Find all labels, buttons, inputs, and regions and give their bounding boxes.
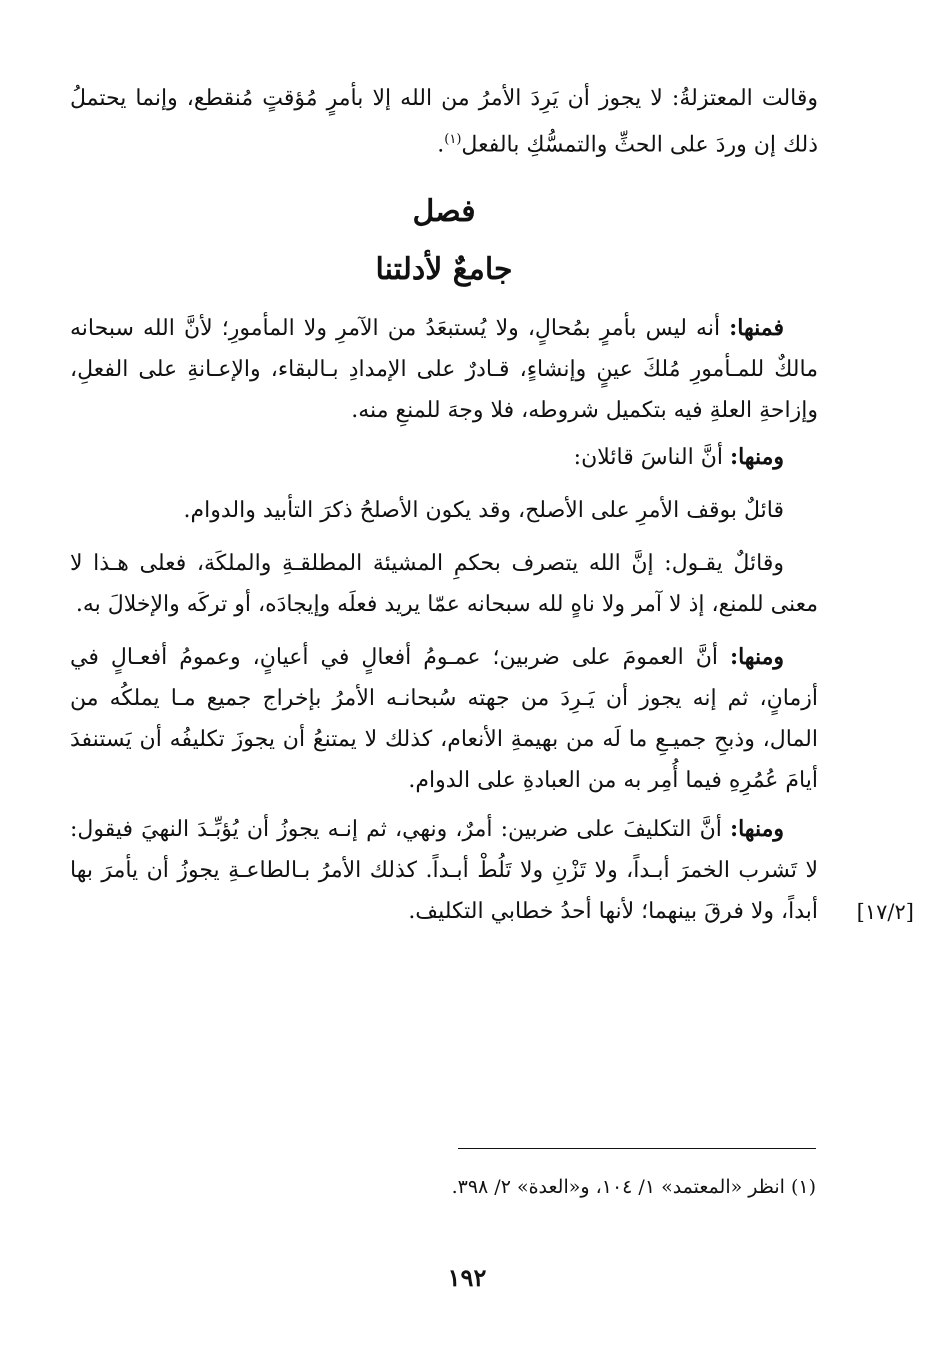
paragraph-text: قائلٌ بوقف الأمرِ على الأصلح، وقد يكون الأصلحُ ذكرَ التأبيد والدوام. <box>183 498 784 523</box>
intro-end: . <box>437 132 445 158</box>
paragraph-text: أنه ليس بأمرٍ بمُحالٍ، ولا يُستبعَدُ من الآمرِ ولا المأمورِ؛ لأنَّ الله سبحانه مالكٌ للمـأمورِ مُلكَ عينٍ وإنشاءٍ، قـادرٌ على الإمدادِ بـالبقاء، والإعـانةِ على الفعلِ، وإزاحةِ العلةِ فيه بتكميل شروطه، فلا وجهَ للمنعِ منه. <box>70 316 818 423</box>
paragraph-second-evidence <box>70 437 818 478</box>
paragraph-text: أنَّ العمومَ على ضربين؛ عمـومُ أفعالٍ في أعيانٍ، وعمومُ أفعـالٍ في أزمانٍ، ثم إنه يجوز أن يَـرِدَ من جهته سُبحانـه الأمرُ بإخراج جميع مـا يملكُه من المال، وذبحِ جميـعِ ما لَه من بهيمةِ الأنعام، كذلك لا يمتنعُ أن يجوزَ تكليفُه أن يَستنفدَ أيامَ عُمُرِهِ فيما أُمِر به من العبادةِ على الدوام. <box>70 645 818 793</box>
paragraph-lead: ومنها: <box>729 644 784 670</box>
paragraph-text: أنَّ الناسَ قائلان: <box>573 445 730 470</box>
section-heading: فصل <box>412 194 476 229</box>
paragraph-lead: ومنها: <box>729 444 784 470</box>
intro-paragraph-block <box>70 78 818 165</box>
main-text-block <box>70 308 818 932</box>
paragraph-lead: ومنها: <box>729 816 784 842</box>
paragraph-first-opinion <box>70 490 818 531</box>
section-subheading: جامعٌ لأدلتنا <box>375 252 513 287</box>
footnote-divider <box>458 1148 816 1149</box>
paragraph-third-evidence <box>70 637 818 801</box>
intro-text: وقالت المعتزلةُ: لا يجوز أن يَرِدَ الأمرُ من الله إلا بأمرٍ مُؤقتٍ مُنقطع، وإنما يحتملُ ذلك إن وردَ على الحثِّ والتمسُّكِ بالفعل <box>70 86 818 158</box>
intro-paragraph <box>70 78 818 165</box>
page-number: ١٩٢ <box>447 1263 487 1292</box>
paragraph-second-opinion <box>70 543 818 625</box>
footnote: (١) انظر «المعتمد» ١/ ١٠٤، و«العدة» ٢/ ٣٩٨. <box>451 1176 816 1198</box>
footnote-marker: (١) <box>444 132 462 147</box>
paragraph-text: أنَّ التكليفَ على ضربين: أمرٌ، ونهي، ثم إنـه يجوزُ أن يُؤبِّـدَ النهيَ فيقول: لا تَشرب الخمرَ أبـداً، ولا تَزْنِ ولا تَلُطْ أبـداً. كذلك الأمرُ بـالطاعـةِ يجوزُ أن يأمرَ بها أبداً، ولا فرقَ بينهما؛ لأنها أحدُ خطابي التكليف. <box>70 817 818 924</box>
paragraph-first-evidence <box>70 308 818 431</box>
margin-page-reference: [١٧/٢] <box>856 900 914 924</box>
paragraph-text: وقائلٌ يقـول: إنَّ الله يتصرف بحكمِ المشيئة المطلقـةِ والملكَة، فعلى هـذا لا معنى للمنع، إذ لا آمر ولا ناهٍ لله سبحانه عمّا يريد فعلَه وإيجادَه، أو تركَه والإخلالَ به. <box>70 551 818 617</box>
paragraph-lead: فمنها: <box>729 315 784 341</box>
paragraph-fourth-evidence <box>70 809 818 932</box>
